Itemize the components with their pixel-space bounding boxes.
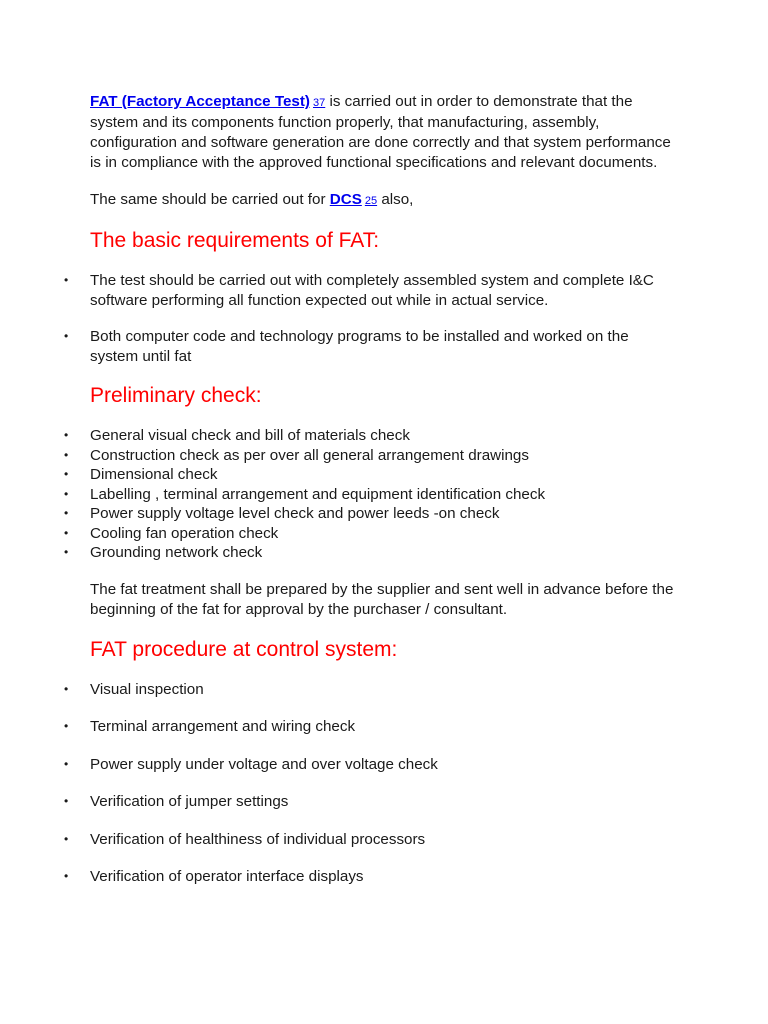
basic-requirements-heading: The basic requirements of FAT: [90,229,380,252]
fat-procedure-heading: FAT procedure at control system: [90,637,398,661]
fat-treatment-paragraph: The fat treatment shall be prepared by the supplier and sent well in advance before the beginning of the fat for approval by the purchaser / consultant. [90,580,674,618]
basic-requirements-list [90,271,680,366]
list-item: • Power supply voltage level check and power leeds -on check [90,504,680,524]
list-item: • Cooling fan operation check [90,524,680,544]
list-item: • Grounding network check [90,543,680,563]
list-item: • Labelling , terminal arrangement and equipment identification check [90,485,680,505]
dcs-ref-link[interactable]: 25 [364,195,378,207]
list-item: • Verification of operator interface displays [90,867,680,887]
intro-text: is carried out in order to demonstrate that the system and its components function properly, that manufacturing, assembly, configuration and software generation are done correctly and that system performance is in compliance with the approved functional specifications and relevant documents. [90,93,671,171]
preliminary-check-list [90,426,680,563]
preliminary-check-heading: Preliminary check: [90,384,262,407]
fat-ref-link[interactable]: 37 [313,97,326,109]
intro-paragraph [90,92,680,173]
dcs-prefix: The same should be carried out for [90,191,330,208]
list-item: • Terminal arrangement and wiring check [90,717,680,737]
list-item: • General visual check and bill of materials check [90,426,680,446]
list-item: • Both computer code and technology programs to be installed and worked on the system until fat [90,327,680,366]
dcs-link[interactable]: DCS [329,191,362,208]
fat-link[interactable]: FAT (Factory Acceptance Test) [90,93,310,110]
list-item: • Verification of healthiness of individual processors [90,830,680,850]
dcs-paragraph [90,190,680,211]
list-item: • Visual inspection [90,680,680,700]
list-item: • Construction check as per over all general arrangement drawings [90,446,680,466]
document-content [90,92,680,887]
list-item: • Dimensional check [90,465,680,485]
fat-procedure-list [90,680,680,887]
list-item: • Power supply under voltage and over voltage check [90,755,680,775]
dcs-suffix: also, [377,191,414,208]
list-item: • Verification of jumper settings [90,792,680,812]
list-item: • The test should be carried out with completely assembled system and complete I&C software performing all function expected out while in actual service. [90,271,680,310]
